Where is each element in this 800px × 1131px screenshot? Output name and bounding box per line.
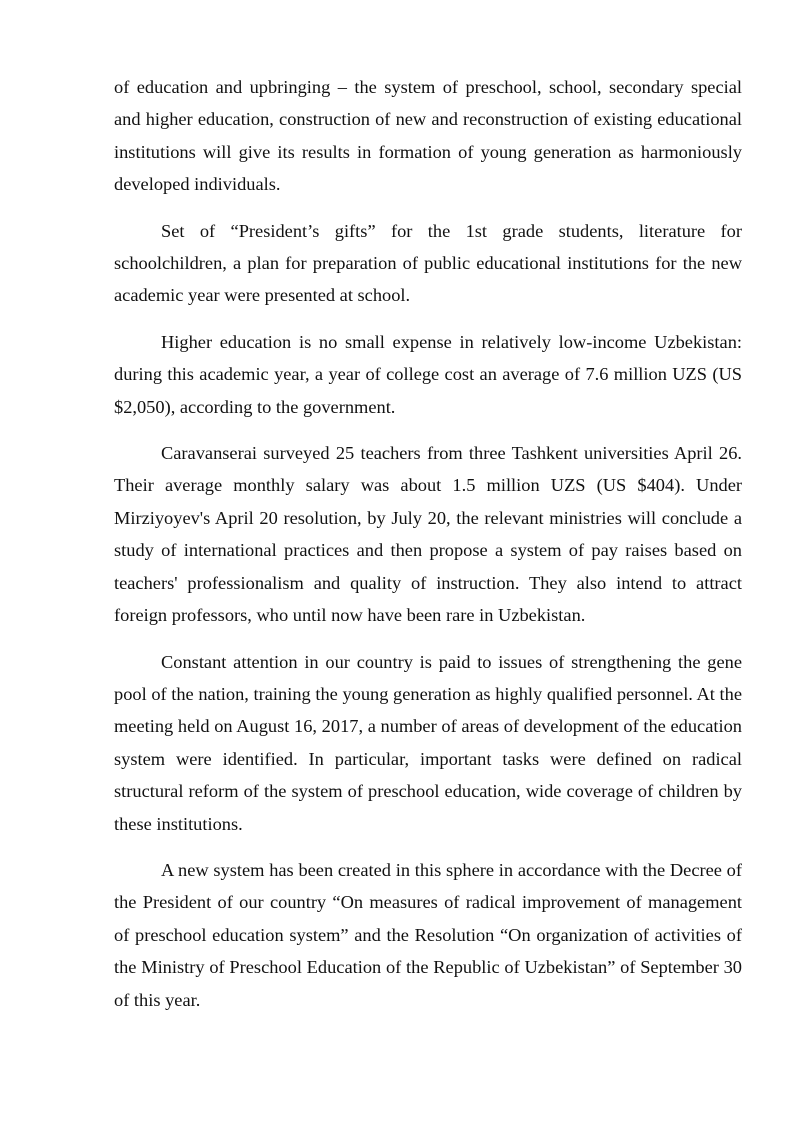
paragraph-higher-education-cost: Higher education is no small expense in relatively low-income Uzbekistan: during this academic year, a year of college cost an average of 7.6 million UZS (US $2,050), according to the government. bbox=[114, 331, 742, 417]
paragraph-education-system: of education and upbringing – the system of preschool, school, secondary special and higher education, construction of new and reconstruction of existing educational institutions will give its results in formation of young generation as harmoniously developed individuals. bbox=[114, 77, 742, 195]
paragraph-gene-pool: Constant attention in our country is paid to issues of strengthening the gene pool of the nation, training the young generation as highly qualified personnel. At the meeting held on August 16, 2017, a number of areas of development of the education system were identified. In particular, important tasks were defined on radical structural reform of the system of preschool education, wide coverage of children by these institutions. bbox=[114, 651, 742, 834]
paragraph-new-system: A new system has been created in this sphere in accordance with the Decree of the President of our country “On measures of radical improvement of management of preschool education system” and the Resolution “On organization of activities of the Ministry of Preschool Education of the Republic of Uzbekistan” of September 30 of this year. bbox=[114, 859, 742, 1010]
paragraph-presidents-gifts: Set of “President’s gifts” for the 1st grade students, literature for schoolchildren, a plan for preparation of public educational institutions for the new academic year were presented at school. bbox=[114, 220, 742, 306]
document-page bbox=[114, 71, 742, 1030]
paragraph-teacher-survey: Caravanserai surveyed 25 teachers from three Tashkent universities April 26. Their average monthly salary was about 1.5 million UZS (US $404). Under Mirziyoyev's April 20 resolution, by July 20, the relevant ministries will conclude a study of international practices and then propose a system of pay raises based on teachers' professionalism and quality of instruction. They also intend to attract foreign professors, who until now have been rare in Uzbekistan. bbox=[114, 443, 742, 626]
